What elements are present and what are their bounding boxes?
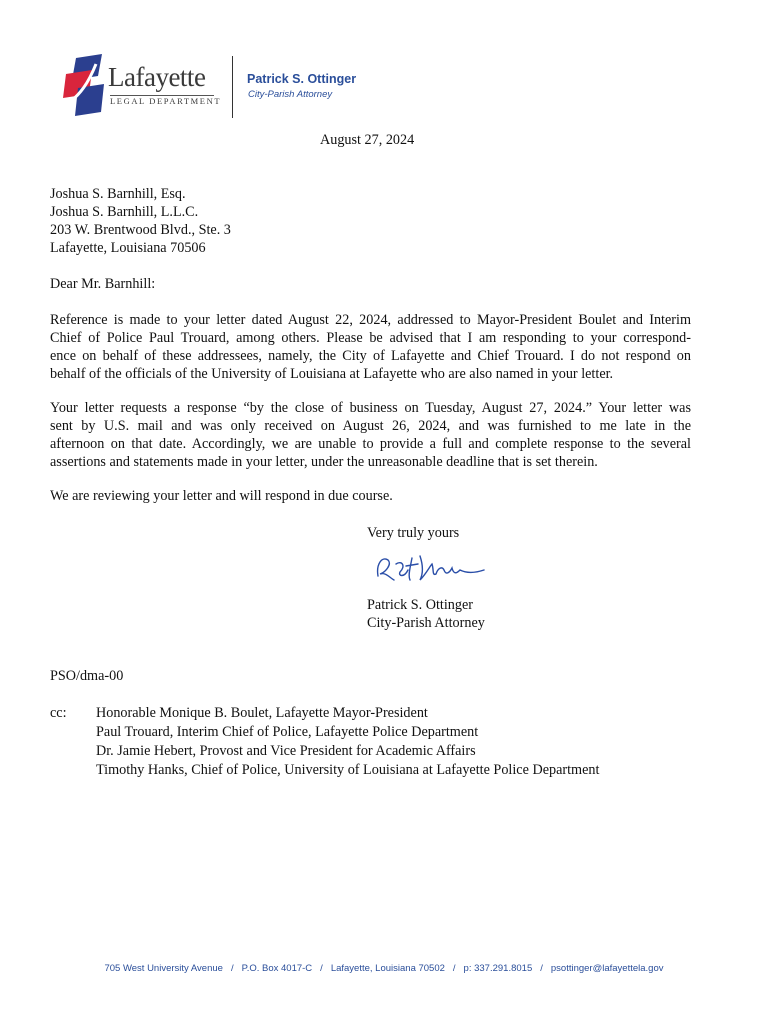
salutation: Dear Mr. Barnhill: — [50, 276, 156, 292]
reference-initials: PSO/dma-00 — [50, 668, 124, 684]
attorney-name: Patrick S. Ottinger — [247, 72, 357, 86]
recipient-line: Joshua S. Barnhill, L.L.C. — [50, 204, 199, 220]
lafayette-logo-icon — [62, 54, 106, 118]
recipient-line: Lafayette, Louisiana 70506 — [50, 240, 206, 256]
footer-separator: / — [320, 963, 323, 974]
signature-icon — [372, 550, 492, 586]
cc-label: cc: — [50, 705, 67, 721]
closing: Very truly yours — [367, 525, 460, 541]
footer-separator: / — [230, 963, 234, 974]
paragraph-line: Your letter requests a response “by the close of business on Tuesday, August 27, 2024.” Your letter was — [50, 400, 691, 416]
footer-po-box: P.O. Box 4017-C — [241, 963, 313, 974]
signer-name: Patrick S. Ottinger — [367, 597, 473, 613]
recipient-line: 203 W. Brentwood Blvd., Ste. 3 — [50, 222, 231, 238]
paragraph-line: Chief of Police Paul Trouard, among others. Please be advised that I am responding to your correspond- — [50, 330, 691, 346]
letter-date: August 27, 2024 — [320, 132, 415, 148]
paragraph-line: sent by U.S. mail and was only received on August 26, 2024, and was furnished to me late in the — [50, 418, 691, 434]
footer-separator: / — [452, 963, 456, 974]
footer — [0, 963, 768, 974]
paragraph-line: assertions and statements made in your letter, under the unreasonable deadline that is set therein. — [50, 454, 598, 470]
attorney-title: City-Parish Attorney — [248, 89, 333, 100]
letterhead-divider — [232, 56, 233, 118]
footer-phone: p: 337.291.8015 — [463, 963, 533, 974]
footer-city: Lafayette, Louisiana 70502 — [330, 963, 445, 974]
cc-item: Dr. Jamie Hebert, Provost and Vice President for Academic Affairs — [96, 743, 476, 759]
footer-separator: / — [540, 963, 543, 974]
paragraph-line: ence on behalf of these addressees, namely, the City of Lafayette and Chief Trouard. I do not respond on — [50, 348, 691, 364]
cc-item: Honorable Monique B. Boulet, Lafayette Mayor-President — [96, 705, 428, 721]
footer-address: 705 West University Avenue — [104, 963, 223, 974]
cc-item: Paul Trouard, Interim Chief of Police, Lafayette Police Department — [96, 724, 479, 740]
paragraph-2 — [50, 399, 691, 471]
org-name: Lafayette — [108, 62, 206, 92]
paragraph-line: Reference is made to your letter dated August 22, 2024, addressed to Mayor-President Boulet and Interim — [50, 312, 691, 328]
org-subtitle: LEGAL DEPARTMENT — [110, 96, 222, 106]
paragraph-3: We are reviewing your letter and will respond in due course. — [50, 488, 393, 504]
paragraph-line: behalf of the officials of the University of Louisiana at Lafayette who are also named in your letter. — [50, 366, 614, 382]
recipient-line: Joshua S. Barnhill, Esq. — [50, 186, 186, 202]
letterhead — [62, 52, 402, 122]
cc-list — [96, 704, 599, 780]
paragraph-line: afternoon on that date. Accordingly, we are unable to provide a full and complete response to the several — [50, 436, 691, 452]
cc-item: Timothy Hanks, Chief of Police, University of Louisiana at Lafayette Police Department — [96, 762, 600, 778]
footer-email[interactable]: psottinger@lafayettela.gov — [550, 963, 664, 974]
paragraph-1 — [50, 311, 691, 383]
signer-title: City-Parish Attorney — [367, 615, 485, 631]
